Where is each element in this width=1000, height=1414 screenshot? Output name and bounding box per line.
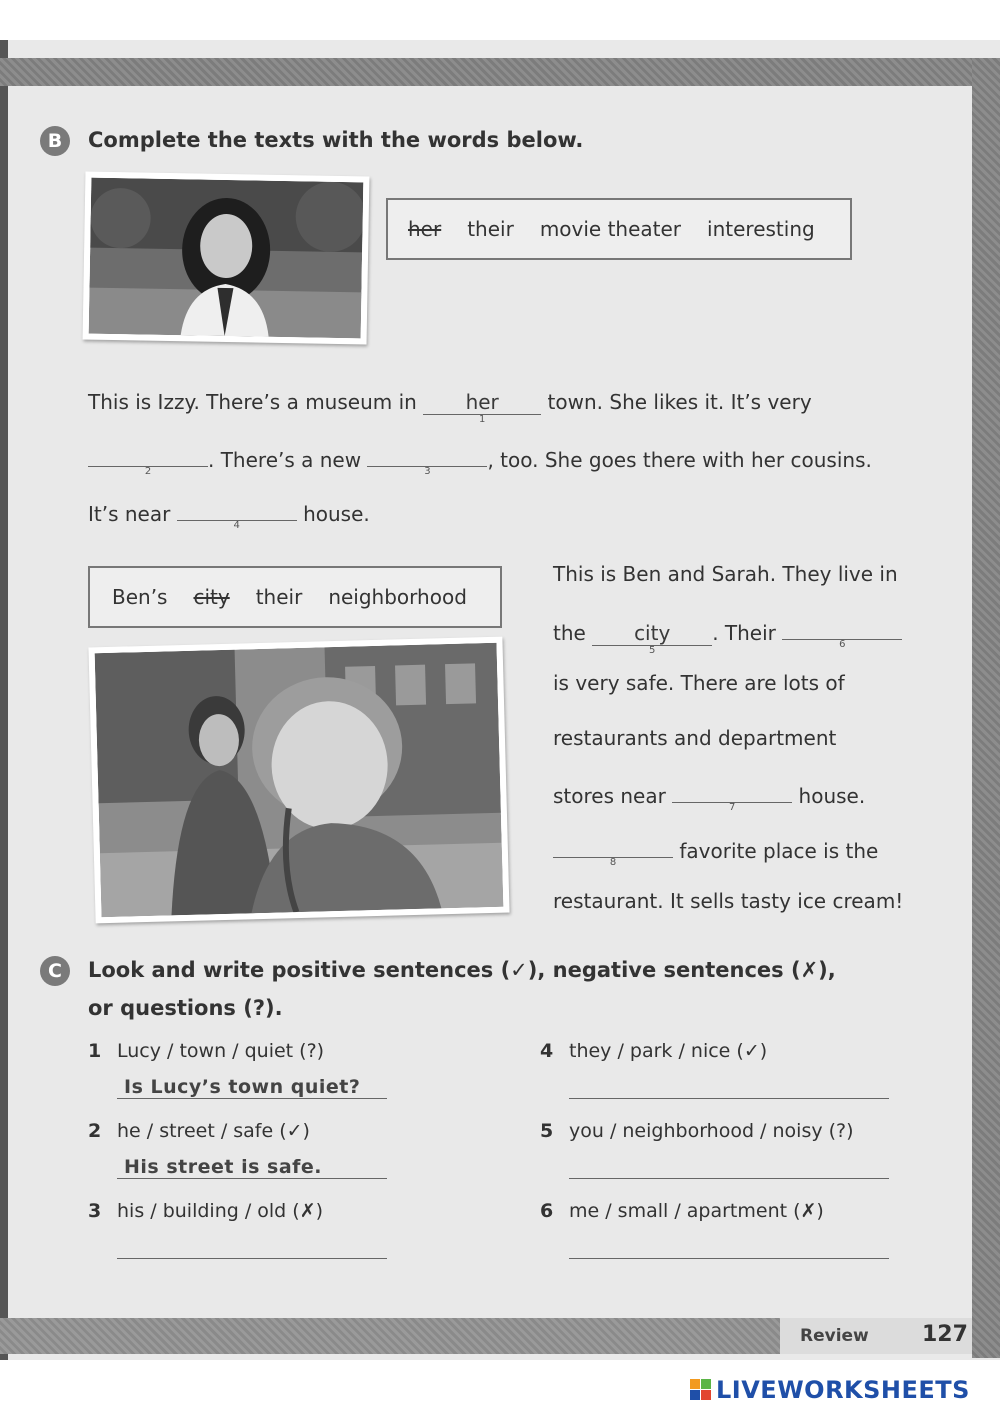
- top-decorative-bar: [0, 58, 1000, 86]
- liveworksheets-icon: [690, 1379, 712, 1401]
- text1-segment: . There’s a new: [208, 448, 362, 472]
- blank-6-number: 6: [839, 639, 846, 650]
- blank-2[interactable]: [88, 444, 208, 477]
- text2-segment: favorite place is the: [679, 839, 879, 863]
- item-6-answer-line[interactable]: [569, 1232, 889, 1259]
- blank-4-number: 4: [233, 520, 240, 531]
- text1-segment: town. She likes it. It’s very: [547, 390, 812, 414]
- blank-3-number: 3: [424, 466, 431, 477]
- section-c-title-line2: or questions (?).: [88, 996, 283, 1020]
- text2-line2: [553, 617, 902, 656]
- blank-6[interactable]: [782, 617, 902, 650]
- item-2-prompt: he / street / safe (✓): [117, 1120, 310, 1142]
- blank-7[interactable]: [672, 780, 792, 813]
- word-box-1-word-4: interesting: [707, 217, 815, 241]
- ben-sarah-photo-image: [95, 643, 504, 917]
- word-box-2-word-3: their: [255, 585, 303, 609]
- blank-1-number: 1: [479, 414, 486, 425]
- item-6-prompt: me / small / apartment (✗): [569, 1200, 824, 1222]
- item-5-answer-line[interactable]: [569, 1152, 889, 1179]
- word-box-1-word-2: their: [467, 217, 514, 241]
- word-box-2-word-1: Ben’s: [112, 585, 168, 609]
- item-4-answer-line[interactable]: [569, 1072, 889, 1099]
- text2-segment: the: [553, 621, 586, 645]
- footer-review-label: Review: [800, 1326, 869, 1346]
- page-number: 127: [922, 1322, 968, 1347]
- blank-2-number: 2: [144, 466, 152, 477]
- text1-segment: , too. She goes there with her cousins.: [487, 448, 872, 472]
- blank-5-number: 5: [649, 645, 656, 656]
- item-1-number: 1: [88, 1040, 102, 1062]
- blank-1-answer: her: [465, 390, 499, 414]
- item-2-answer: His street is safe.: [124, 1156, 323, 1178]
- item-3-answer-line[interactable]: [117, 1232, 387, 1259]
- section-c-badge: C: [40, 956, 70, 986]
- photo-izzy: [83, 172, 370, 345]
- blank-3[interactable]: [367, 444, 487, 477]
- text1-line3: [88, 498, 370, 531]
- blank-5-answer: city: [634, 621, 671, 645]
- blank-5[interactable]: [592, 621, 712, 656]
- right-decorative-bar: [972, 58, 1000, 1358]
- section-b-title: Complete the texts with the words below.: [88, 128, 584, 152]
- liveworksheets-text: LIVEWORKSHEETS: [716, 1376, 970, 1404]
- text2-line4: restaurants and department: [553, 726, 837, 750]
- text1-segment: house.: [303, 502, 370, 526]
- section-c-title-line1: Look and write positive sentences (✓), negative sentences (✗),: [88, 958, 836, 982]
- page-left-edge: [0, 40, 8, 1360]
- item-1-answer: Is Lucy’s town quiet?: [124, 1076, 361, 1098]
- item-2-number: 2: [88, 1120, 102, 1142]
- section-b-badge: B: [40, 126, 70, 156]
- izzy-photo-image: [89, 178, 364, 339]
- text2-line7: restaurant. It sells tasty ice cream!: [553, 889, 904, 913]
- item-6-number: 6: [540, 1200, 554, 1222]
- text2-segment: house.: [798, 784, 866, 808]
- blank-1[interactable]: [423, 390, 541, 425]
- item-4-number: 4: [540, 1040, 554, 1062]
- text2-line1: This is Ben and Sarah. They live in: [553, 562, 898, 586]
- text1-segment: This is Izzy. There’s a museum in: [88, 390, 417, 414]
- text1-line1: [88, 390, 812, 425]
- word-box-2-word-2: city: [193, 585, 230, 609]
- photo-ben-sarah: [88, 637, 509, 924]
- blank-7-number: 7: [729, 802, 736, 813]
- text2-line3: is very safe. There are lots of: [553, 671, 845, 695]
- word-box-1-word-3: movie theater: [539, 217, 682, 241]
- word-box-2-word-4: neighborhood: [328, 585, 467, 609]
- word-box-2: [88, 566, 502, 628]
- item-3-prompt: his / building / old (✗): [117, 1200, 324, 1222]
- item-5-number: 5: [540, 1120, 554, 1142]
- text1-segment: It’s near: [88, 502, 171, 526]
- text2-segment: stores near: [553, 784, 666, 808]
- text2-segment: . Their: [712, 621, 776, 645]
- item-5-prompt: you / neighborhood / noisy (?): [569, 1120, 854, 1142]
- word-box-1: [386, 198, 852, 260]
- item-4-prompt: they / park / nice (✓): [569, 1040, 768, 1062]
- item-3-number: 3: [88, 1200, 102, 1222]
- text1-line2: [88, 444, 872, 477]
- liveworksheets-logo[interactable]: [690, 1376, 970, 1404]
- blank-8-number: 8: [609, 857, 617, 868]
- bottom-decorative-bar: [0, 1318, 780, 1354]
- blank-4[interactable]: [177, 498, 297, 531]
- item-1-prompt: Lucy / town / quiet (?): [117, 1040, 325, 1062]
- blank-8[interactable]: [553, 835, 673, 868]
- text2-line5: [553, 780, 866, 813]
- text2-line6: [553, 835, 879, 868]
- word-box-1-word-1: her: [408, 217, 442, 241]
